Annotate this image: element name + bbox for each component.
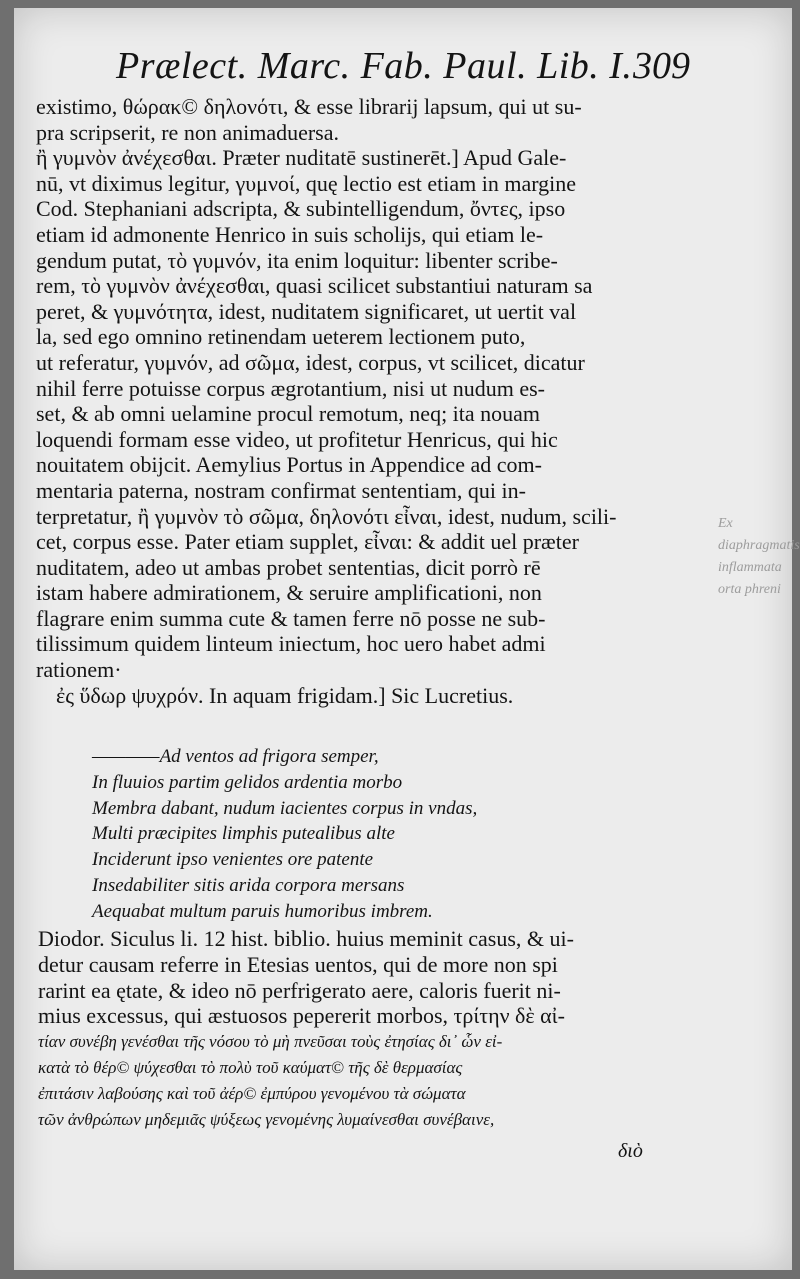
text-line: nihil ferre potuisse corpus ægrotantium, nisi ut nudum es- bbox=[36, 375, 545, 401]
greek-text-line: τῶν ἀνθρώπων μηδεμιᾶς ψύξεως γενομένης λυμαίνεσθαι συνέβαινε, bbox=[38, 1109, 495, 1129]
text-line: ἢ γυμνὸν ἀνέχεσθαι. Præter nuditatē sustinerēt.] Apud Gale- bbox=[36, 145, 567, 171]
text-line: nuditatem, adeo ut ambas probet sententias, dicit porrò rē bbox=[36, 554, 541, 580]
text-line: etiam id admonente Henrico in suis scholijs, qui etiam le- bbox=[36, 221, 544, 247]
text-line: istam habere admirationem, & seruire amplificationi, non bbox=[36, 580, 542, 606]
verse-line: Membra dabant, nudum iacientes corpus in vndas, bbox=[92, 797, 478, 819]
verse-line: Insedabiliter sitis arida corpora mersans bbox=[92, 874, 405, 896]
lucretius-verse bbox=[92, 744, 612, 925]
text-line: mius excessus, qui æstuosos pepererit morbos, τρίτην δὲ αἰ- bbox=[38, 1003, 565, 1029]
greek-text-line: κατὰ τὸ θέρ© ψύχεσθαι τὸ πολὺ τοῦ καύματ© τῆς δὲ θερμασίας bbox=[38, 1057, 463, 1077]
verse-line: In fluuios partim gelidos ardentia morbo bbox=[92, 771, 403, 793]
book-page bbox=[14, 8, 800, 1270]
text-line: rarint ea ętate, & ideo nō perfrigerato aere, caloris fuerit ni- bbox=[38, 977, 561, 1003]
header-title: Prælect. Marc. Fab. Paul. Lib. I. bbox=[116, 45, 633, 87]
text-line: detur causam referre in Etesias uentos, qui de more non spi bbox=[38, 951, 558, 977]
catchword: διὸ bbox=[618, 1140, 643, 1162]
verse-line: ————Ad ventos ad frigora semper, bbox=[92, 746, 379, 767]
running-header bbox=[110, 38, 690, 94]
text-line: Diodor. Siculus li. 12 hist. biblio. huius meminit casus, & ui- bbox=[38, 926, 574, 951]
text-line: nū, vt diximus legitur, γυμνοί, quę lectio est etiam in margine bbox=[36, 170, 577, 196]
verse-line: Multi præcipites limphis putealibus alte bbox=[92, 823, 395, 845]
page-number: 309 bbox=[633, 45, 690, 87]
text-line: peret, & γυμνότητα, idest, nuditatem significaret, ut uertit val bbox=[36, 298, 577, 324]
margin-note: Ex diaphragmatis inflammata orta phreni bbox=[718, 516, 800, 597]
text-line: rationem· bbox=[36, 657, 122, 683]
text-line: Cod. Stephaniani adscripta, & subintelligendum, ὄντες, ipso bbox=[36, 196, 566, 222]
text-line: ut referatur, γυμνόν, ad σῶμα, idest, corpus, vt scilicet, dicatur bbox=[36, 349, 585, 375]
text-line: nouitatem obijcit. Aemylius Portus in Appendice ad com- bbox=[36, 452, 542, 478]
text-line: gendum putat, τὸ γυμνόν, ita enim loquitur: libenter scribe- bbox=[36, 247, 558, 273]
text-line: terpretatur, ἢ γυμνὸν τὸ σῶμα, δηλονότι εἶναι, idest, nudum, scili- bbox=[36, 503, 617, 529]
text-line: pra scripserit, re non animaduersa. bbox=[36, 119, 339, 145]
greek-text-line: ἐπιτάσιν λαβούσης καὶ τοῦ ἀέρ© ἐμπύρου γενομένου τὰ σώματα bbox=[38, 1083, 466, 1103]
text-line: cet, corpus esse. Pater etiam supplet, εἶναι: & addit uel præter bbox=[36, 529, 579, 555]
text-line: ἐς ὕδωρ ψυχρόν. In aquam frigidam.] Sic Lucretius. bbox=[56, 682, 514, 708]
main-text-block bbox=[36, 94, 686, 708]
text-line: tilissimum quidem linteum iniectum, hoc uero habet admi bbox=[36, 631, 546, 657]
text-line: flagrare enim summa cute & tamen ferre nō posse ne sub- bbox=[36, 605, 546, 631]
text-line: mentaria paterna, nostram confirmat sententiam, qui in- bbox=[36, 477, 526, 503]
verse-line: Aequabat multum paruis humoribus imbrem. bbox=[92, 900, 433, 922]
diodorus-text-block bbox=[38, 926, 688, 1132]
greek-text-line: τίαν συνέβη γενέσθαι τῆς νόσου τὸ μὴ πνεῦσαι τοὺς ἐτησίας δι᾽ ὧν εἰ- bbox=[38, 1032, 503, 1052]
text-line: la, sed ego omnino retinendam ueterem lectionem puto, bbox=[36, 324, 526, 350]
text-line: set, & ab omni uelamine procul remotum, neq; ita nouam bbox=[36, 401, 541, 427]
verse-line: Inciderunt ipso venientes ore patente bbox=[92, 849, 374, 871]
text-line: loquendi formam esse video, ut profitetur Henricus, qui hic bbox=[36, 426, 558, 452]
text-line: existimo, θώρακ© δηλονότι, & esse librarij lapsum, qui ut su- bbox=[36, 94, 582, 119]
text-line: rem, τὸ γυμνὸν ἀνέχεσθαι, quasi scilicet substantiui naturam sa bbox=[36, 273, 593, 299]
